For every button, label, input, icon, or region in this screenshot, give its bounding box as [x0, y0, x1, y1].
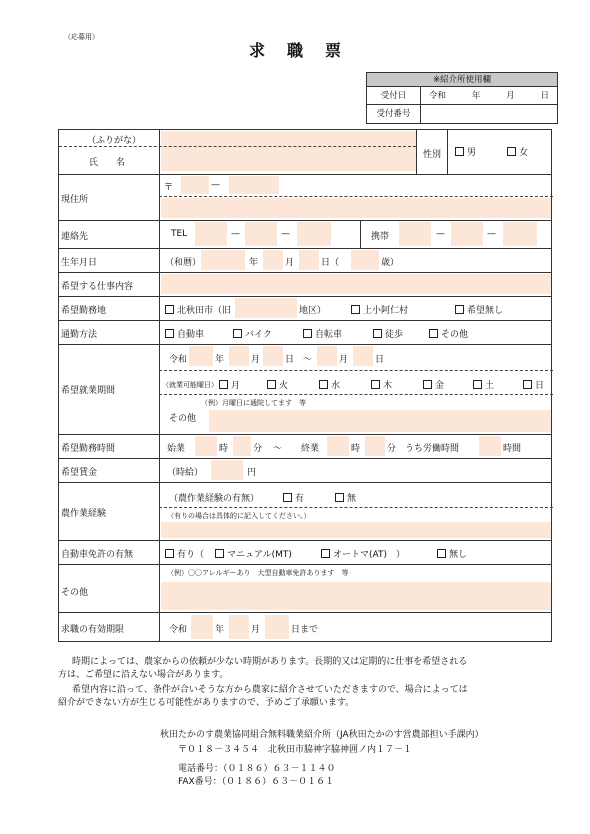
farm-note: （有りの場合は具体的に記入してください。） [167, 512, 311, 520]
period-end-month[interactable] [317, 346, 337, 366]
mobile-dash-1: — [436, 229, 445, 239]
license-mt-option[interactable] [215, 547, 292, 560]
weekday-sat-checkbox[interactable] [473, 380, 482, 389]
end-minute-field[interactable] [365, 436, 385, 456]
weekday-wed-label: 水 [331, 381, 341, 391]
period-start-year[interactable] [189, 346, 213, 366]
job-application-form [58, 129, 552, 642]
weekday-thu-checkbox[interactable] [371, 380, 380, 389]
receipt-number-row [367, 105, 557, 123]
desired-job-label: 希望する仕事内容 [61, 282, 134, 292]
misc-label: その他 [61, 588, 89, 598]
weekday-sat-label: 土 [485, 381, 495, 391]
gender-male-option[interactable] [455, 145, 476, 158]
period-start-day[interactable] [263, 346, 283, 366]
weekday-sun[interactable] [523, 378, 544, 391]
postal-mark: 〒 [164, 183, 174, 193]
commute-bicycle-label: 自転車 [315, 330, 343, 340]
receipt-date-row [367, 87, 557, 105]
birth-label: 生年月日 [61, 258, 98, 268]
area-kamikoani-label: 上小阿仁村 [363, 306, 409, 316]
period-era: 令和 [169, 355, 188, 365]
page-title: 求職票 [248, 41, 363, 60]
weekday-tue-checkbox[interactable] [267, 380, 276, 389]
farm-label: 農作業経験 [61, 509, 107, 519]
gender-label: 性別 [423, 150, 442, 160]
farm-detail-field[interactable] [161, 522, 551, 538]
tel-part-2[interactable] [245, 222, 277, 246]
weekday-fri-label: 金 [435, 381, 445, 391]
row-divider [59, 272, 551, 273]
tel-part-1[interactable] [195, 222, 227, 246]
tel-label: TEL [171, 229, 188, 239]
validity-until-label: 日まで [291, 625, 319, 635]
commute-option-walk[interactable] [373, 327, 403, 340]
farm-no-option[interactable] [335, 491, 356, 504]
area-kitaakita-label: 北秋田市（旧 [177, 306, 232, 316]
area-district-field[interactable] [235, 298, 297, 318]
area-none-label: 希望無し [467, 306, 504, 316]
postal-dash: — [211, 180, 220, 190]
office-use-box [366, 72, 558, 124]
contact-label: 連絡先 [61, 232, 89, 242]
weekday-mon-checkbox[interactable] [219, 380, 228, 389]
gender-inner-divider [447, 130, 448, 174]
commute-other-label: その他 [441, 330, 469, 340]
farm-no-checkbox[interactable] [335, 493, 344, 502]
row-divider [59, 434, 551, 435]
birth-day-label: 日（ [321, 258, 340, 268]
start-minute-field[interactable] [233, 436, 251, 456]
end-hour-field[interactable] [327, 436, 349, 456]
farm-yes-option[interactable] [283, 491, 304, 504]
farm-no-label: 無 [347, 494, 357, 504]
license-no-option[interactable] [437, 547, 467, 560]
start-hour-label: 時 [219, 444, 229, 454]
receipt-month: 月 [506, 91, 515, 101]
period-month-label: 月 [251, 355, 261, 365]
postal-code-2[interactable] [229, 176, 279, 194]
footer-fax: FAX番号：（０１８６）６３－０１６１ [178, 777, 335, 787]
address-divider [159, 196, 553, 197]
license-label: 自動車免許の有無 [61, 550, 134, 560]
female-label: 女 [519, 148, 529, 158]
mobile-part-2[interactable] [451, 222, 483, 246]
period-month2-label: 月 [339, 355, 349, 365]
mobile-label: 携帯 [371, 232, 390, 242]
period-day-label: 日 [285, 355, 295, 365]
row-divider [59, 458, 551, 459]
period-divider-2 [159, 394, 553, 395]
footer-organization: 秋田たかのす農業協同組合無料職業紹介所（JA秋田たかのす営農部担い手課内） [160, 730, 484, 740]
row-divider [59, 320, 551, 321]
period-label: 希望就業期間 [61, 386, 116, 396]
weekday-tue-label: 火 [279, 381, 289, 391]
address-field[interactable] [161, 198, 551, 218]
name-field[interactable] [161, 131, 416, 171]
license-at-checkbox[interactable] [321, 549, 330, 558]
tel-dash-1: — [231, 229, 240, 239]
footer-address: 〒０１８－３４５４ 北秋田市脇神字脇神囲ノ内１７－１ [178, 745, 413, 755]
area-none-checkbox[interactable] [455, 305, 464, 314]
license-mt-checkbox[interactable] [215, 549, 224, 558]
weekday-wed-checkbox[interactable] [319, 380, 328, 389]
mobile-part-1[interactable] [399, 222, 431, 246]
work-hours-unit: 時間 [503, 444, 522, 454]
yen-label: 円 [247, 468, 257, 478]
license-yes-checkbox[interactable] [165, 549, 174, 558]
commute-other-checkbox[interactable] [429, 329, 438, 338]
weekday-wed[interactable] [319, 378, 340, 391]
receipt-date-label: 受付日 [367, 87, 421, 104]
misc-example: （例）〇〇アレルギーあり 大型自動車免許あります 等 [167, 569, 349, 577]
period-other-label: その他 [169, 414, 197, 424]
license-no-label: 無し [449, 550, 468, 560]
validity-month-label: 月 [251, 625, 261, 635]
weekday-sat[interactable] [473, 378, 494, 391]
period-other-example: （例）月曜日に通院してます 等 [201, 399, 306, 407]
farm-question: （農作業経験の有無） [169, 494, 260, 504]
commute-bicycle-checkbox[interactable] [303, 329, 312, 338]
birth-year-field[interactable] [201, 250, 245, 270]
commute-car-checkbox[interactable] [165, 329, 174, 338]
gender-divider [416, 130, 417, 174]
row-divider [59, 564, 551, 565]
birth-day-field[interactable] [299, 250, 319, 270]
end-hour-label: 時 [351, 444, 361, 454]
birth-year-label: 年 [249, 258, 259, 268]
misc-field[interactable] [161, 582, 551, 610]
commute-option-bicycle[interactable] [303, 327, 342, 340]
furigana-label: （ふりがな） [87, 136, 142, 146]
validity-label: 求職の有効期限 [61, 625, 125, 635]
wage-field[interactable] [211, 460, 243, 480]
period-tilde: ～ [303, 355, 313, 365]
weekday-tue[interactable] [267, 378, 288, 391]
commute-option-car[interactable] [165, 327, 204, 340]
period-other-field[interactable] [209, 410, 551, 432]
period-day2-label: 日 [375, 355, 385, 365]
commute-walk-checkbox[interactable] [373, 329, 382, 338]
desired-area-label: 希望勤務地 [61, 306, 107, 316]
female-checkbox[interactable] [507, 147, 516, 156]
receipt-era: 令和 [429, 91, 447, 101]
license-at-option[interactable] [321, 547, 405, 560]
area-option-kitaakita[interactable] [165, 303, 231, 316]
row-divider [59, 540, 551, 541]
farm-yes-label: 有 [295, 494, 305, 504]
mobile-dash-2: — [487, 229, 496, 239]
receipt-day: 日 [540, 91, 549, 101]
postal-code-1[interactable] [181, 176, 209, 194]
license-mt-label: マニュアル(MT) [227, 550, 292, 560]
work-hours-label: うち労働時間 [405, 444, 460, 454]
receipt-year: 年 [471, 91, 481, 101]
name-label: 氏 名 [89, 158, 126, 168]
license-no-checkbox[interactable] [437, 549, 446, 558]
note-1-line-2: 方は、ご希望に沿えない場合があります。 [58, 670, 229, 680]
receipt-number-label: 受付番号 [367, 105, 421, 123]
note-2-line-1: 希望内容に沿って、条件が合いそうな方から農家に紹介させていただきますので、場合によっては [72, 685, 468, 695]
validity-month-field[interactable] [229, 615, 249, 639]
commute-car-label: 自動車 [177, 330, 205, 340]
start-hour-field[interactable] [195, 436, 217, 456]
tel-dash-2: — [281, 229, 290, 239]
work-hours-field[interactable] [479, 436, 501, 456]
office-use-header: ※紹介所使用欄 [367, 73, 557, 87]
weekday-mon-label: 月 [231, 381, 241, 391]
male-checkbox[interactable] [455, 147, 464, 156]
end-minute-label: 分 [387, 444, 397, 454]
period-end-day[interactable] [353, 346, 373, 366]
commute-option-other[interactable] [429, 327, 468, 340]
row-divider [59, 482, 551, 483]
area-kamikoani-checkbox[interactable] [351, 305, 360, 314]
commute-walk-label: 徒歩 [385, 330, 404, 340]
note-1-line-1: 時期によっては、農家からの依頼が少ない時期があります。長期的又は定期的に仕事を希望される [72, 657, 468, 667]
gender-female-option[interactable] [507, 145, 528, 158]
row-divider [59, 220, 551, 221]
farm-yes-checkbox[interactable] [283, 493, 292, 502]
weekday-sun-label: 日 [535, 381, 545, 391]
weekday-fri[interactable] [423, 378, 444, 391]
hourly-label: （時給） [167, 468, 204, 478]
weekday-fri-checkbox[interactable] [423, 380, 432, 389]
validity-era: 令和 [169, 625, 188, 635]
period-divider-1 [159, 370, 553, 371]
address-label: 現住所 [61, 195, 89, 205]
start-minute-label: 分 [253, 444, 263, 454]
period-start-month[interactable] [229, 346, 249, 366]
workdays-label: （就業可能曜日） [162, 381, 218, 389]
end-label: 終業 [301, 444, 320, 454]
start-label: 始業 [167, 444, 186, 454]
calendar-label: （和暦） [165, 258, 202, 268]
period-year-label: 年 [215, 355, 225, 365]
area-kitaakita-checkbox[interactable] [165, 305, 174, 314]
footer-phone: 電話番号：（０１８６）６３－１１４０ [178, 764, 336, 774]
desired-job-field[interactable] [161, 274, 551, 294]
row-divider [59, 174, 551, 175]
weekday-mon[interactable] [219, 378, 240, 391]
area-option-kamikoani[interactable] [351, 303, 408, 316]
weekday-sun-checkbox[interactable] [523, 380, 532, 389]
row-divider [59, 248, 551, 249]
row-divider [59, 344, 551, 345]
commute-bike-checkbox[interactable] [233, 329, 242, 338]
area-option-none[interactable] [455, 303, 503, 316]
birth-month-field[interactable] [263, 250, 283, 270]
age-field[interactable] [351, 250, 379, 270]
hours-tilde: ～ [273, 444, 283, 454]
receipt-number-field[interactable] [421, 105, 557, 123]
license-at-label: オートマ(AT) ） [333, 550, 405, 560]
area-district-label: 地区） [299, 306, 327, 316]
contact-divider [360, 220, 361, 248]
tel-part-3[interactable] [297, 222, 331, 246]
row-divider [59, 612, 551, 613]
furigana-divider [59, 146, 416, 147]
wage-label: 希望賃金 [61, 468, 98, 478]
farm-divider [159, 507, 553, 508]
validity-day-field[interactable] [265, 615, 289, 639]
commute-bike-label: バイク [245, 330, 272, 340]
license-yes-label: 有り（ [177, 550, 205, 560]
note-2-line-2: 紹介ができない方が生じる可能性がありますので、予めご了承願います。 [58, 698, 355, 708]
validity-year-label: 年 [215, 625, 225, 635]
commute-label: 通勤方法 [61, 330, 98, 340]
application-tag: （応募用） [64, 33, 99, 41]
commute-option-bike[interactable] [233, 327, 272, 340]
weekday-thu[interactable] [371, 378, 392, 391]
birth-month-label: 月 [285, 258, 295, 268]
license-yes-option[interactable] [165, 547, 204, 560]
mobile-part-3[interactable] [503, 222, 537, 246]
male-label: 男 [467, 148, 477, 158]
row-divider [59, 296, 551, 297]
weekday-thu-label: 木 [383, 381, 393, 391]
receipt-date-field[interactable] [421, 87, 557, 104]
age-label: 歳） [381, 258, 400, 268]
hours-label: 希望勤務時間 [61, 444, 116, 454]
validity-year-field[interactable] [191, 615, 213, 639]
